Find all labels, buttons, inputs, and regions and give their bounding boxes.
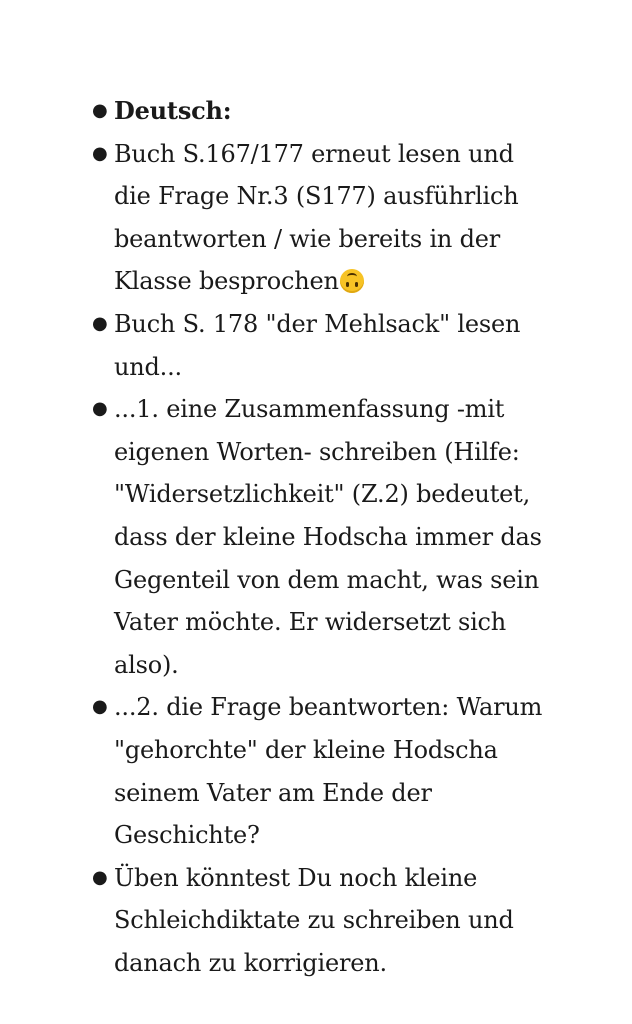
message-content xyxy=(0,90,632,984)
bullet-icon: ● xyxy=(92,398,108,420)
list-item xyxy=(92,388,554,686)
bullet-icon: ● xyxy=(92,312,108,334)
bullet-icon: ● xyxy=(92,866,108,888)
upside-down-face-icon xyxy=(340,269,364,293)
list-item-text: ...2. die Frage beantworten: Warum "gehorchte" der kleine Hodscha seinem Vater am Ende der Geschichte? xyxy=(114,693,543,850)
list-item-text: ...1. eine Zusammenfassung -mit eigenen Worten- schreiben (Hilfe: "Widersetzlichkeit" (Z.2) bedeutet, dass der kleine Hodscha immer das Gegenteil von dem macht, was sein Vater möchte. Er widersetzt sich also). xyxy=(114,395,542,679)
bullet-icon: ● xyxy=(92,142,108,164)
bullet-icon: ● xyxy=(92,696,108,718)
list-item-text: Üben könntest Du noch kleine Schleichdiktate zu schreiben und danach zu korrigieren. xyxy=(114,863,514,977)
list-item xyxy=(92,133,554,303)
list-item xyxy=(92,303,554,388)
list-item-text: Buch S.167/177 erneut lesen und die Frage Nr.3 (S177) ausführlich beantworten / wie bereits in der Klasse besprochen xyxy=(114,139,519,296)
homework-list xyxy=(0,90,554,984)
list-item-text: Buch S. 178 "der Mehlsack" lesen und... xyxy=(114,309,521,381)
list-item-text: Deutsch: xyxy=(114,96,232,125)
list-item xyxy=(92,686,554,856)
list-item xyxy=(92,90,554,133)
bullet-icon: ● xyxy=(92,100,108,121)
list-item xyxy=(92,857,554,985)
